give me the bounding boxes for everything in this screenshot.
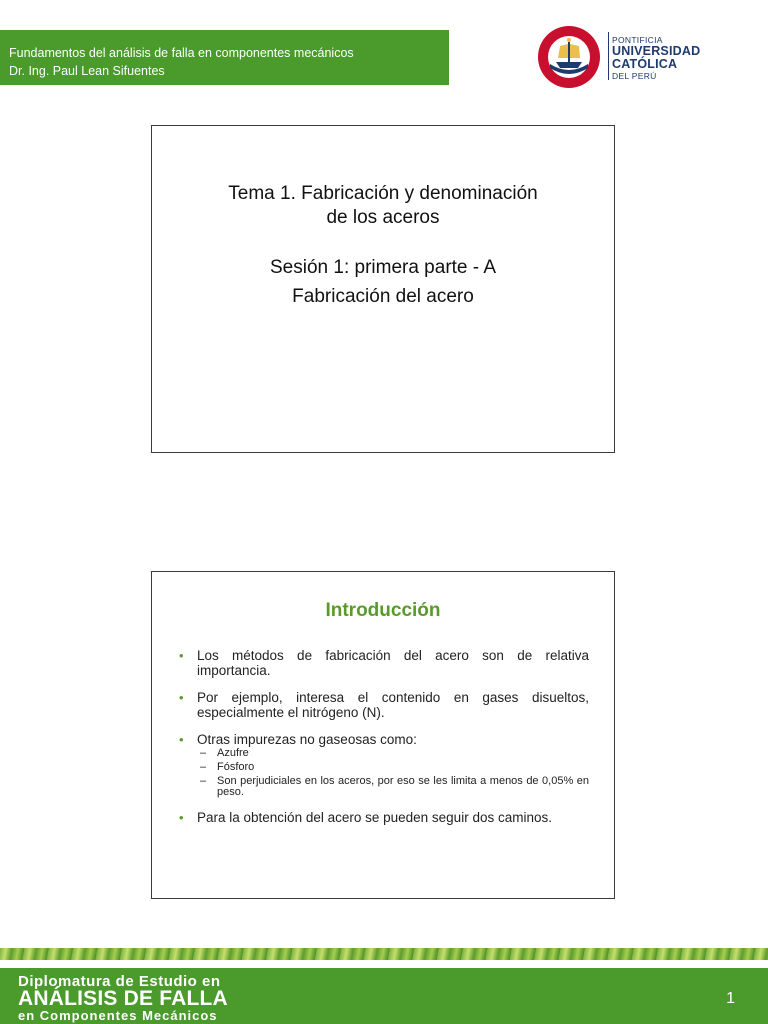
bullet-text: Otras impurezas no gaseosas como: xyxy=(197,732,417,747)
session-label: Sesión 1: primera parte - A xyxy=(270,257,496,278)
header-banner xyxy=(0,30,449,85)
title-line-1: Tema 1. Fabricación y denominación xyxy=(228,183,538,204)
slide-1 xyxy=(151,125,615,453)
footer-banner xyxy=(0,968,768,1024)
bullet-text: Para la obtención del acero se pueden seguir dos caminos. xyxy=(197,810,552,825)
page-number: 1 xyxy=(726,990,735,1007)
footer-program-title: ANÁLISIS DE FALLA xyxy=(18,987,228,1010)
sub-marker: – xyxy=(200,761,207,773)
bullet-text: Por ejemplo, interesa el contenido en gases disueltos, especialmente el nitrógeno (N). xyxy=(197,690,589,720)
seal-icon xyxy=(536,24,602,90)
footer-program-subtitle: en Componentes Mecánicos xyxy=(18,1008,218,1023)
bullet-marker: • xyxy=(179,810,184,825)
bullet-item xyxy=(178,732,589,798)
bullet-item xyxy=(178,690,589,720)
sub-marker: – xyxy=(200,775,207,787)
slide-2 xyxy=(151,571,615,899)
bullet-item xyxy=(178,810,589,825)
logo-line-catolica: CATÓLICA xyxy=(612,57,678,71)
sub-text: Azufre xyxy=(217,747,249,759)
author-name: Dr. Ing. Paul Lean Sifuentes xyxy=(9,64,165,78)
sub-text: Son perjudiciales en los aceros, por eso se les limita a menos de 0,05% en peso. xyxy=(217,775,589,798)
logo-line-pontificia: PONTIFICIA xyxy=(612,35,663,45)
bullet-item xyxy=(178,648,589,678)
bullet-marker: • xyxy=(179,732,184,747)
university-logo xyxy=(536,24,716,90)
logo-line-del-peru: DEL PERÚ xyxy=(612,71,657,81)
slide-1-title xyxy=(152,182,614,230)
footer-decorative-stripe xyxy=(0,948,768,960)
logo-line-universidad: UNIVERSIDAD xyxy=(612,44,701,58)
sub-item xyxy=(197,762,589,773)
sub-list xyxy=(197,748,589,798)
logo-wordmark xyxy=(612,35,700,81)
logo-divider xyxy=(608,32,609,80)
bullet-list xyxy=(178,648,589,837)
bullet-marker: • xyxy=(179,648,184,663)
sub-marker: – xyxy=(200,747,207,759)
footer-spacer xyxy=(0,960,768,968)
sub-text: Fósforo xyxy=(217,761,255,773)
bullet-text: Los métodos de fabricación del acero son de relativa importancia. xyxy=(197,648,589,678)
sub-item xyxy=(197,776,589,798)
slide-1-subtitle: Fabricación del acero xyxy=(292,286,474,307)
course-title: Fundamentos del análisis de falla en componentes mecánicos xyxy=(9,46,354,60)
sub-item xyxy=(197,748,589,759)
footer-program-label: Diplomatura de Estudio en xyxy=(18,973,221,990)
bullet-marker: • xyxy=(179,690,184,705)
title-line-2: de los aceros xyxy=(326,207,440,228)
slide-2-title: Introducción xyxy=(325,600,441,621)
